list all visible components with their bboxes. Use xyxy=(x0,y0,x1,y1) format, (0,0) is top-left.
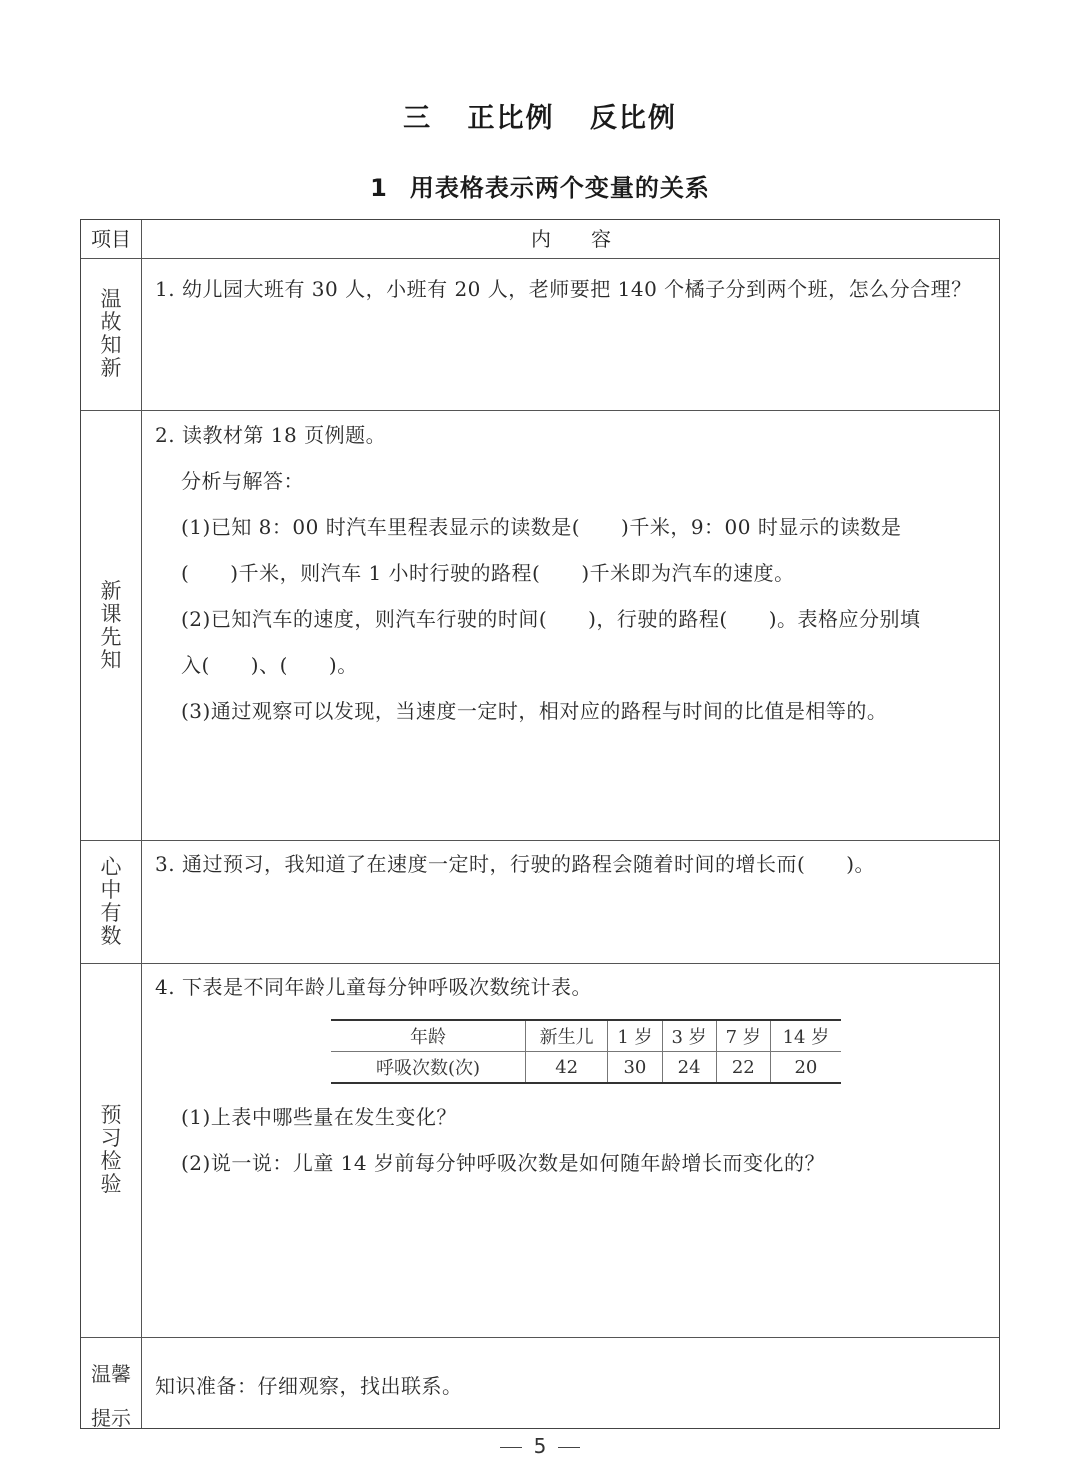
row-label-new-lesson: 新 课 先 知 xyxy=(100,579,122,672)
chapter-title-part-1: 正比例 xyxy=(467,103,555,134)
table-cell: 7 岁 xyxy=(716,1020,770,1052)
page-number xyxy=(0,1434,1080,1458)
page-number-dash-left xyxy=(500,1447,522,1448)
table-row-header: 年龄 xyxy=(331,1020,526,1052)
table-cell: 24 xyxy=(662,1052,716,1084)
row-label-tips: 温馨 提示 xyxy=(91,1362,131,1430)
chapter-number: 三 xyxy=(403,103,433,134)
tips-content xyxy=(155,1363,989,1409)
chapter-title xyxy=(0,96,1080,135)
table-cell: 新生儿 xyxy=(526,1020,608,1052)
question-3: 3. 通过预习，我知道了在速度一定时，行驶的路程会随着时间的增长而( )。 xyxy=(155,852,876,876)
table-row-header: 呼吸次数(次) xyxy=(331,1052,526,1084)
review-content xyxy=(155,266,989,312)
table-row xyxy=(331,1052,841,1084)
row-label-self-check: 心 中 有 数 xyxy=(100,855,122,948)
row-label-preview-test: 预 习 检 验 xyxy=(100,1103,122,1196)
question-2-part-1-line-2: ( )千米，则汽车 1 小时行驶的路程( )千米即为汽车的速度。 xyxy=(181,561,795,585)
chapter-title-part-2: 反比例 xyxy=(589,103,677,134)
table-cell: 22 xyxy=(716,1052,770,1084)
question-2-part-3: (3)通过观察可以发现，当速度一定时，相对应的路程与时间的比值是相等的。 xyxy=(181,699,888,723)
preview-test-content xyxy=(155,964,989,1010)
question-2-part-2-line-2: 入( )、( )。 xyxy=(181,653,358,677)
worksheet-table xyxy=(80,219,1000,1429)
page-number-dash-right xyxy=(558,1447,580,1448)
header-content-label: 内 容 xyxy=(531,227,611,251)
section-title-text: 用表格表示两个变量的关系 xyxy=(409,174,710,202)
table-cell: 14 岁 xyxy=(770,1020,841,1052)
row-divider xyxy=(81,1337,999,1338)
question-4-part-1: (1)上表中哪些量在发生变化？ xyxy=(181,1105,457,1129)
row-label-review: 温 故 知 新 xyxy=(100,287,122,380)
table-cell: 3 岁 xyxy=(662,1020,716,1052)
new-lesson-content xyxy=(155,412,989,734)
tip-text: 知识准备：仔细观察，找出联系。 xyxy=(155,1374,463,1398)
analysis-heading: 分析与解答： xyxy=(181,469,304,493)
question-4: 4. 下表是不同年龄儿童每分钟呼吸次数统计表。 xyxy=(155,975,592,999)
table-cell: 42 xyxy=(526,1052,608,1084)
question-4-part-2: (2)说一说：儿童 14 岁前每分钟呼吸次数是如何随年龄增长而变化的？ xyxy=(181,1151,825,1175)
section-number: 1 xyxy=(370,174,388,202)
question-2-part-1-line-1: (1)已知 8：00 时汽车里程表显示的读数是( )千米，9：00 时显示的读数是 xyxy=(181,515,902,539)
table-cell: 1 岁 xyxy=(608,1020,662,1052)
table-cell: 30 xyxy=(608,1052,662,1084)
page-number-value: 5 xyxy=(533,1434,547,1458)
question-2-part-2-line-1: (2)已知汽车的速度，则汽车行驶的时间( )，行驶的路程( )。表格应分别填 xyxy=(181,607,921,631)
header-item-label: 项目 xyxy=(91,227,131,251)
section-title xyxy=(0,168,1080,203)
self-check-content xyxy=(155,841,989,887)
column-divider xyxy=(141,220,142,1428)
row-divider xyxy=(81,258,999,259)
question-1: 1. 幼儿园大班有 30 人，小班有 20 人，老师要把 140 个橘子分到两个班，怎么分合理？ xyxy=(155,277,972,301)
breathing-rate-table xyxy=(331,1019,841,1084)
table-cell: 20 xyxy=(770,1052,841,1084)
table-row xyxy=(331,1020,841,1052)
question-2: 2. 读教材第 18 页例题。 xyxy=(155,423,387,447)
row-divider xyxy=(81,410,999,411)
preview-test-questions xyxy=(155,1094,989,1186)
